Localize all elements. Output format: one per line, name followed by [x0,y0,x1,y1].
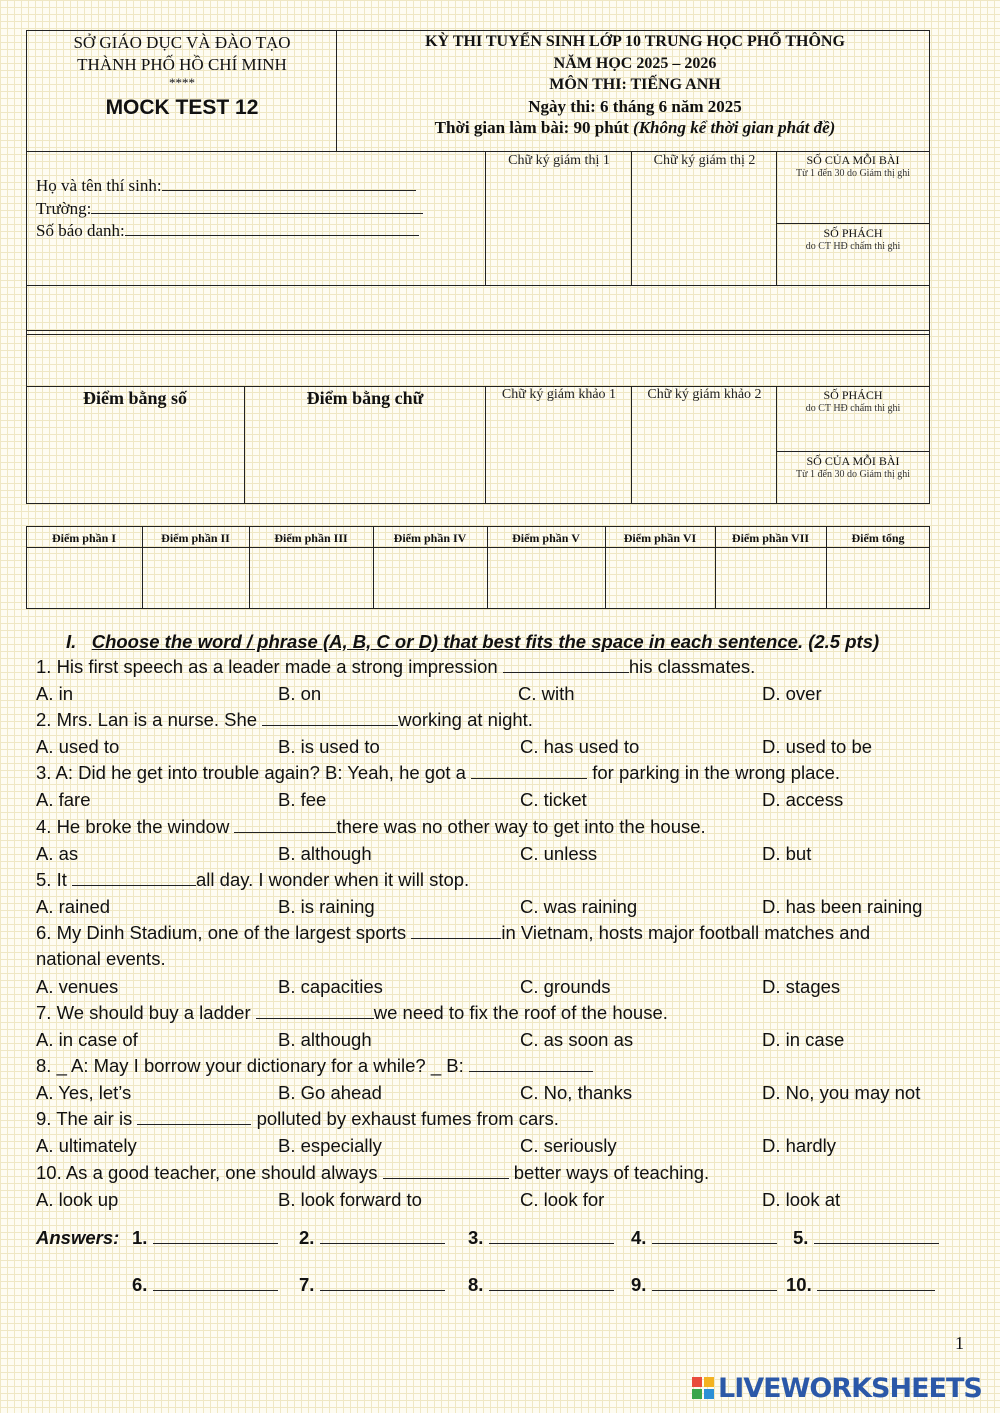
so-phach-top [778,226,928,253]
option-b[interactable]: B. capacities [278,976,383,997]
divider [244,386,245,504]
answer-blank[interactable] [503,658,629,673]
answer-7[interactable] [299,1274,445,1296]
answer-num: 2. [299,1227,315,1248]
question-9 [36,1108,559,1130]
answer-4[interactable] [631,1227,777,1249]
question-2 [36,709,533,731]
total-header: Điểm tổng [851,531,905,545]
question-text: 8. _ A: May I borrow your dictionary for a while? _ B: [36,1055,469,1076]
answer-num: 5. [793,1227,809,1248]
answer-10[interactable] [786,1274,935,1296]
option-c[interactable]: C. as soon as [520,1029,634,1050]
section-heading [66,631,879,653]
answer-num: 9. [631,1274,647,1295]
logo-block [692,1377,702,1387]
option-a[interactable]: A. in case of [36,1029,138,1050]
candidate-name-row[interactable] [36,176,416,196]
grader2-label: Chữ ký giám khảo 2 [647,387,762,402]
question-text: there was no other way to get into the house. [336,816,706,837]
option-a[interactable]: A. fare [36,789,91,810]
option-b[interactable]: B. is raining [278,896,375,917]
answer-5[interactable] [793,1227,939,1249]
option-c[interactable]: C. was raining [520,896,638,917]
question-4 [36,816,706,838]
answer-num: 1. [132,1227,148,1248]
option-a[interactable]: A. venues [36,976,119,997]
so-cua-moi-bai-note: Từ 1 đến 30 do Giám thị ghi [795,168,911,179]
divider [485,151,486,286]
answer-blank[interactable] [383,1164,509,1179]
question-text: 3. A: Did he get into trouble again? B: Yeah, he got a [36,762,472,783]
answer-line[interactable] [153,1229,278,1244]
exam-date: Ngày thi: 6 tháng 6 năm 2025 [528,96,742,116]
option-c[interactable]: C. with [518,683,575,704]
exam-line2: NĂM HỌC 2025 – 2026 [553,54,717,72]
answer-6[interactable] [132,1274,278,1296]
answer-blank[interactable] [234,818,336,833]
option-b[interactable]: B. is used to [278,736,380,757]
section-number: I. [66,631,77,652]
question-6 [36,922,870,944]
option-a[interactable]: A. in [36,683,74,704]
answer-line[interactable] [652,1229,777,1244]
answer-line[interactable] [320,1229,445,1244]
part4-header: Điểm phần IV [393,531,467,545]
answer-3[interactable] [468,1227,614,1249]
question-text: better ways of teaching. [508,1162,710,1183]
part5-header: Điểm phần V [512,531,580,545]
department-block [28,32,336,119]
option-a[interactable]: A. used to [36,736,120,757]
header-divider [336,30,337,152]
answer-1[interactable] [132,1227,278,1249]
answer-2[interactable] [299,1227,445,1249]
question-text: 1. His first speech as a leader made a strong impression [36,656,503,677]
question-text: in Vietnam, hosts major football matches and [501,922,871,943]
option-c[interactable]: C. unless [520,843,598,864]
option-b[interactable]: B. especially [278,1135,382,1156]
answer-line[interactable] [489,1276,614,1291]
question-text: 9. The air is [36,1108,138,1129]
divider [776,223,930,224]
option-c[interactable]: C. ticket [520,789,587,810]
divider [631,386,632,504]
option-d[interactable]: D. look at [762,1189,841,1210]
question-3 [36,762,840,784]
so-phach-label: SỐ PHÁCH [823,388,883,402]
answer-blank[interactable] [262,711,398,726]
part2-header: Điểm phần II [161,531,230,545]
answer-line[interactable] [320,1276,445,1291]
logo-block [704,1389,714,1399]
question-text: polluted by exhaust fumes from cars. [251,1108,559,1129]
question-text: working at night. [398,709,533,730]
exam-duration-note: (Không kể thời gian phát đề) [633,118,836,137]
answer-line[interactable] [489,1229,614,1244]
question-text: for parking in the wrong place. [587,762,841,783]
option-a[interactable]: A. look up [36,1189,119,1210]
option-d[interactable]: D. over [762,683,822,704]
question-7 [36,1002,668,1024]
grader1-label: Chữ ký giám khảo 1 [501,387,617,402]
answer-blank[interactable] [411,924,501,939]
question-5 [36,869,469,891]
answer-line[interactable] [817,1276,935,1291]
so-cua-moi-bai-top [778,153,928,180]
section-instruction: Choose the word / phrase (A, B, C or D) that best fits the space in each sentence [91,631,798,652]
so-cua-moi-bai-note: Từ 1 đến 30 do Giám thị ghi [795,469,911,480]
section-points: . (2.5 pts) [797,631,880,652]
so-cua-moi-bai-label: SỐ CỦA MỖI BÀI [806,153,900,167]
question-text: his classmates. [628,656,756,677]
divider [26,547,930,548]
option-d[interactable]: D. has been raining [762,896,923,917]
option-d[interactable]: D. No, you may not [762,1082,921,1103]
divider [631,151,632,286]
option-d[interactable]: D. in case [762,1029,845,1050]
option-c[interactable]: C. seriously [520,1135,617,1156]
candidate-name-label: Họ và tên thí sinh: [36,176,162,195]
so-phach-note: do CT HĐ chấm thi ghi [805,241,901,252]
answers-label: Answers: [36,1227,120,1248]
candidate-school-line[interactable] [91,213,423,214]
mock-title: MOCK TEST 12 [105,96,259,119]
question-text: 2. Mrs. Lan is a nurse. She [36,709,263,730]
answer-num: 7. [299,1274,315,1295]
proctor2-label: Chữ ký giám thị 2 [653,153,756,168]
part6-header: Điểm phần VI [623,531,697,545]
option-a[interactable]: A. rained [36,896,111,917]
candidate-school-row[interactable] [36,199,423,219]
answer-9[interactable] [631,1274,777,1296]
question-10 [36,1162,709,1184]
option-c[interactable]: C. has used to [520,736,640,757]
answer-blank[interactable] [469,1057,593,1072]
exam-duration-line [340,117,930,139]
question-6-cont: national events. [36,948,166,969]
logo-icon [692,1377,714,1399]
divider [485,386,486,504]
answer-line[interactable] [652,1276,777,1291]
answer-num: 3. [468,1227,484,1248]
option-d[interactable]: D. used to be [762,736,873,757]
exam-line1: KỲ THI TUYỂN SINH LỚP 10 TRUNG HỌC PHỔ THÔNG [425,33,845,50]
divider [776,151,777,286]
answer-num: 8. [468,1274,484,1295]
so-phach-note: do CT HĐ chấm thi ghi [805,403,901,414]
option-b[interactable]: B. fee [278,789,327,810]
answer-blank[interactable] [471,764,587,779]
option-b[interactable]: B. Go ahead [278,1082,382,1103]
candidate-id-line[interactable] [125,235,419,236]
candidate-id-row[interactable] [36,221,419,241]
answer-8[interactable] [468,1274,614,1296]
question-text: all day. I wonder when it will stop. [196,869,470,890]
dept-stars: **** [169,75,195,90]
question-text: 10. As a good teacher, one should always [36,1162,383,1183]
part3-header: Điểm phần III [274,531,348,545]
divider [776,451,930,452]
part1-header: Điểm phần I [51,531,116,545]
question-text: 7. We should buy a ladder [36,1002,256,1023]
exam-duration: Thời gian làm bài: 90 phút [434,118,629,137]
answer-num: 6. [132,1274,148,1295]
so-phach-label: SỐ PHÁCH [823,226,883,240]
question-text: we need to fix the roof of the house. [373,1002,668,1023]
so-cua-moi-bai-label: SỐ CỦA MỖI BÀI [806,454,900,468]
option-b[interactable]: B. on [278,683,322,704]
option-d[interactable]: D. stages [762,976,841,997]
answer-blank[interactable] [256,1004,374,1019]
option-a[interactable]: A. as [36,843,79,864]
exam-line3: MÔN THI: TIẾNG ANH [549,76,721,93]
answer-blank[interactable] [72,871,196,886]
question-text: 4. He broke the window [36,816,235,837]
option-a[interactable]: A. ultimately [36,1135,137,1156]
option-a[interactable]: A. Yes, let’s [36,1082,132,1103]
option-b[interactable]: B. although [278,1029,372,1050]
option-c[interactable]: C. grounds [520,976,611,997]
option-d[interactable]: D. access [762,789,844,810]
cut-line [26,334,930,335]
candidate-name-line[interactable] [162,190,416,191]
cut-strip [26,285,930,387]
answer-num: 10. [786,1274,812,1295]
option-c[interactable]: C. look for [520,1189,605,1210]
answer-blank[interactable] [137,1110,251,1125]
exam-info-block [340,31,930,139]
question-text: 5. It [36,869,72,890]
logo-block [692,1389,702,1399]
so-cua-moi-bai-bottom [778,454,928,481]
proctor1-label: Chữ ký giám thị 1 [508,153,610,168]
score-number-label: Điểm bằng số [82,388,187,408]
divider [776,386,777,504]
answer-line[interactable] [814,1229,939,1244]
option-d[interactable]: D. but [762,843,812,864]
question-text: 6. My Dinh Stadium, one of the largest sports [36,922,412,943]
dept-line2: THÀNH PHỐ HỒ CHÍ MINH [77,55,287,74]
brand-name: LIVEWORKSHEETS [718,1372,982,1404]
question-8 [36,1055,593,1077]
option-b[interactable]: B. although [278,843,372,864]
option-b[interactable]: B. look forward to [278,1189,422,1210]
option-d[interactable]: D. hardly [762,1135,837,1156]
option-c[interactable]: C. No, thanks [520,1082,633,1103]
so-phach-bottom [778,388,928,415]
dept-line1: SỞ GIÁO DỤC VÀ ĐÀO TẠO [73,33,291,52]
answer-line[interactable] [153,1276,278,1291]
candidate-id-label: Số báo danh: [36,221,125,240]
candidate-school-label: Trường: [36,199,92,218]
cut-line [26,330,930,331]
question-1 [36,656,755,678]
liveworksheets-logo[interactable] [692,1374,982,1402]
answer-num: 4. [631,1227,647,1248]
logo-block [704,1377,714,1387]
score-words-label: Điểm bằng chữ [306,388,424,408]
page-number: 1 [955,1333,964,1353]
part7-header: Điểm phần VII [731,531,810,545]
